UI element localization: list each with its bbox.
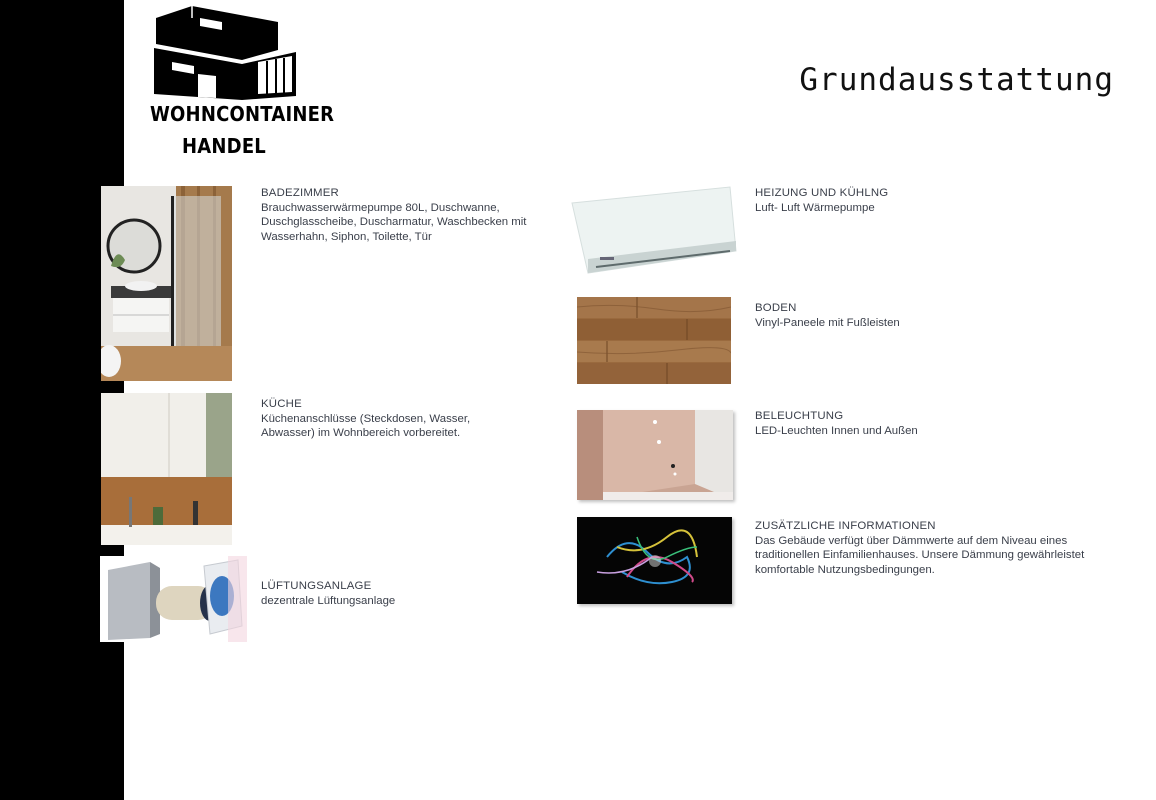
heating-heading: HEIZUNG UND KÜHLNG: [755, 187, 889, 199]
vinyl-floor-photo: [577, 297, 731, 384]
kitchen-description: Küchenanschlüsse (Steckdosen, Wasser, Abwasser) im Wohnbereich vorbereitet.: [261, 412, 471, 440]
lighting-description: LED-Leuchten Innen und Außen: [755, 424, 918, 437]
additional-info-heading: ZUSÄTZLICHE INFORMATIONEN: [755, 520, 936, 532]
ventilation-unit-photo: [100, 556, 247, 642]
ceiling-led-lights-photo: [577, 410, 733, 500]
lighting-heading: BELEUCHTUNG: [755, 410, 844, 422]
kitchen-heading: KÜCHE: [261, 398, 302, 410]
lighting-section: [755, 409, 1055, 438]
additional-info-section: [755, 519, 1111, 577]
bathroom-photo: [101, 186, 232, 381]
brand-logo: [150, 4, 335, 164]
heating-section: [755, 186, 1055, 215]
container-house-icon: [150, 4, 300, 104]
insulation-abstract-photo: [577, 517, 732, 604]
air-conditioner-photo: [566, 181, 740, 277]
page-title: Grundausstattung: [799, 62, 1114, 98]
ventilation-heading: LÜFTUNGSANLAGE: [261, 580, 372, 592]
heating-description: Luft- Luft Wärmepumpe: [755, 201, 875, 214]
brand-name-line2: HANDEL: [182, 134, 266, 159]
kitchen-photo: [101, 393, 232, 545]
floor-description: Vinyl-Paneele mit Fußleisten: [755, 316, 900, 329]
ventilation-description: dezentrale Lüftungsanlage: [261, 594, 396, 607]
bathroom-section: [261, 186, 531, 244]
kitchen-section: [261, 397, 501, 441]
brand-name-line1: WOHNCONTAINER: [150, 102, 335, 127]
bathroom-heading: BADEZIMMER: [261, 187, 339, 199]
additional-info-description: Das Gebäude verfügt über Dämmwerte auf dem Niveau eines traditionellen Einfamilienhauses. Unsere Dämmung gewährleistet komfortable Nutzungsbedingungen.: [755, 534, 1085, 576]
floor-heading: BODEN: [755, 302, 797, 314]
ventilation-section: [261, 579, 501, 608]
bathroom-description: Brauchwasserwärmepumpe 80L, Duschwanne, Duschglasscheibe, Duscharmatur, Waschbecken mit Wasserhahn, Siphon, Toilette, Tür: [261, 201, 527, 243]
floor-section: [755, 301, 1055, 330]
